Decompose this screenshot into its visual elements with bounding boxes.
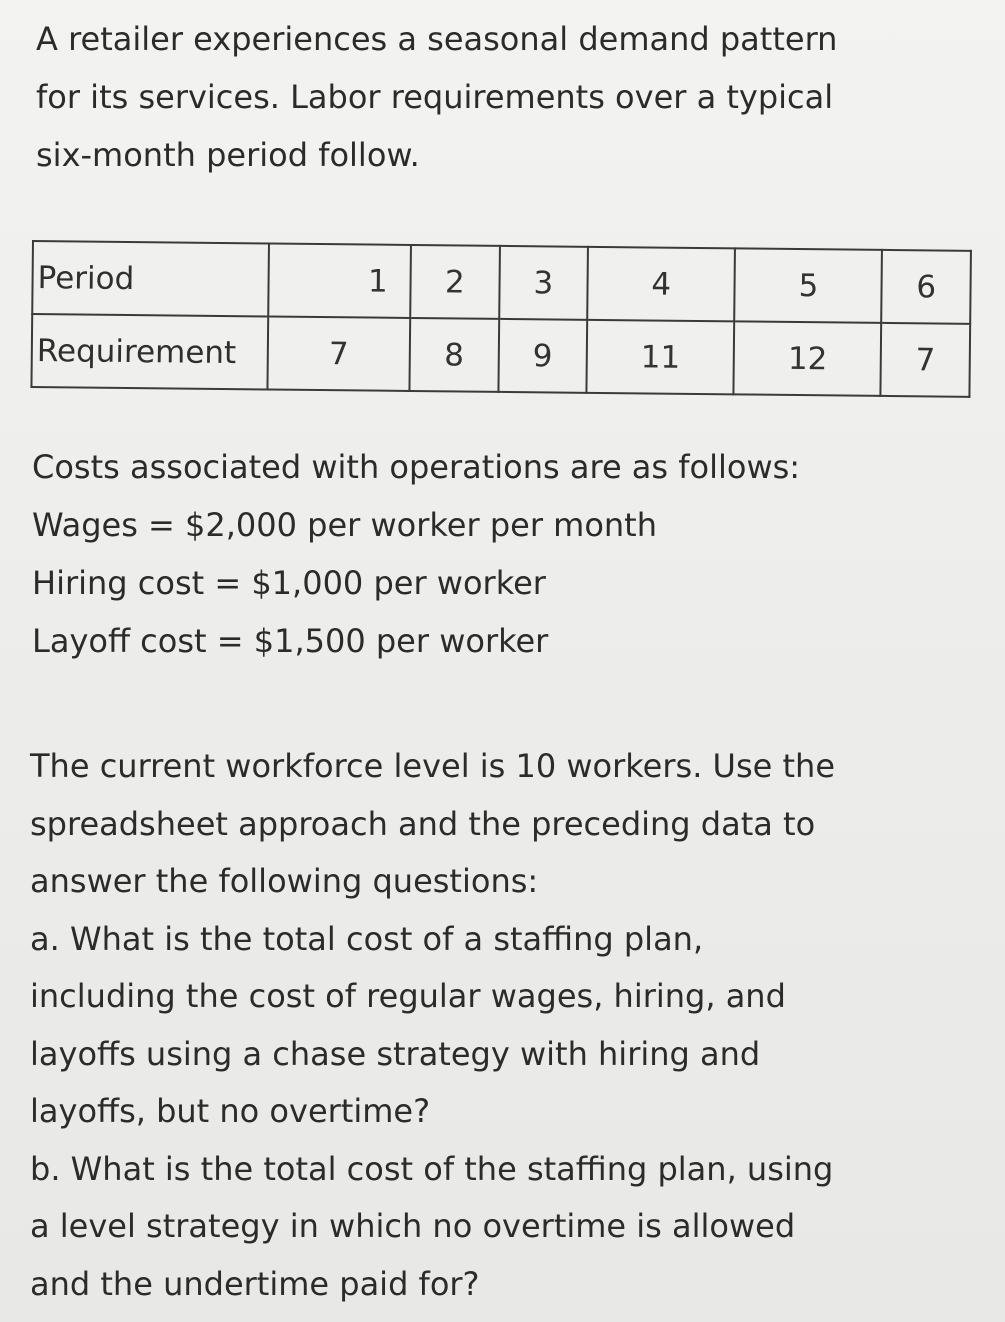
question-a-line: layoffs using a chase strategy with hiring and bbox=[30, 1034, 761, 1073]
intro-line: six-month period follow. bbox=[36, 136, 420, 174]
costs-heading: Costs associated with operations are as follows: bbox=[32, 448, 801, 486]
intro-line: A retailer experiences a seasonal demand pattern bbox=[36, 20, 838, 58]
question-b-line: a level strategy in which no overtime is allowed bbox=[30, 1207, 796, 1245]
row-label-requirement: Requirement bbox=[31, 314, 268, 389]
labor-requirements-table bbox=[30, 240, 971, 398]
period-cell: 6 bbox=[882, 250, 971, 324]
layoff-cost-line: Layoff cost = $1,500 per worker bbox=[32, 622, 549, 660]
requirement-cell: 9 bbox=[498, 319, 587, 393]
question-line: The current workforce level is 10 workers. Use the bbox=[30, 747, 835, 785]
costs-paragraph bbox=[32, 438, 942, 670]
question-b-line: and the undertime paid for? bbox=[30, 1264, 480, 1303]
questions-paragraph bbox=[30, 738, 940, 1313]
requirement-cell: 7 bbox=[267, 316, 410, 390]
requirement-cell: 11 bbox=[587, 320, 735, 395]
table-row-requirement bbox=[31, 314, 970, 397]
period-cell: 3 bbox=[499, 246, 588, 320]
question-a-line: layoffs, but no overtime? bbox=[30, 1092, 431, 1130]
question-a-line: including the cost of regular wages, hiring, and bbox=[30, 977, 786, 1015]
requirement-cell: 12 bbox=[734, 321, 882, 396]
question-a-line: a. What is the total cost of a staffing plan, bbox=[30, 919, 704, 958]
intro-line: for its services. Labor requirements over a typical bbox=[36, 78, 834, 116]
hiring-cost-line: Hiring cost = $1,000 per worker bbox=[32, 564, 546, 602]
period-cell: 1 bbox=[268, 243, 411, 317]
question-line: answer the following questions: bbox=[30, 862, 539, 900]
requirement-cell: 7 bbox=[881, 323, 970, 397]
requirement-cell: 8 bbox=[410, 318, 499, 392]
row-label-period: Period bbox=[32, 241, 269, 316]
question-line: spreadsheet approach and the preceding data to bbox=[30, 804, 816, 843]
period-cell: 5 bbox=[734, 248, 882, 323]
period-cell: 2 bbox=[410, 245, 499, 319]
period-cell: 4 bbox=[587, 247, 735, 322]
wages-line: Wages = $2,000 per worker per month bbox=[32, 506, 657, 544]
intro-paragraph bbox=[36, 10, 946, 184]
question-b-line: b. What is the total cost of the staffing plan, using bbox=[30, 1149, 834, 1188]
table-row-period bbox=[32, 241, 971, 324]
